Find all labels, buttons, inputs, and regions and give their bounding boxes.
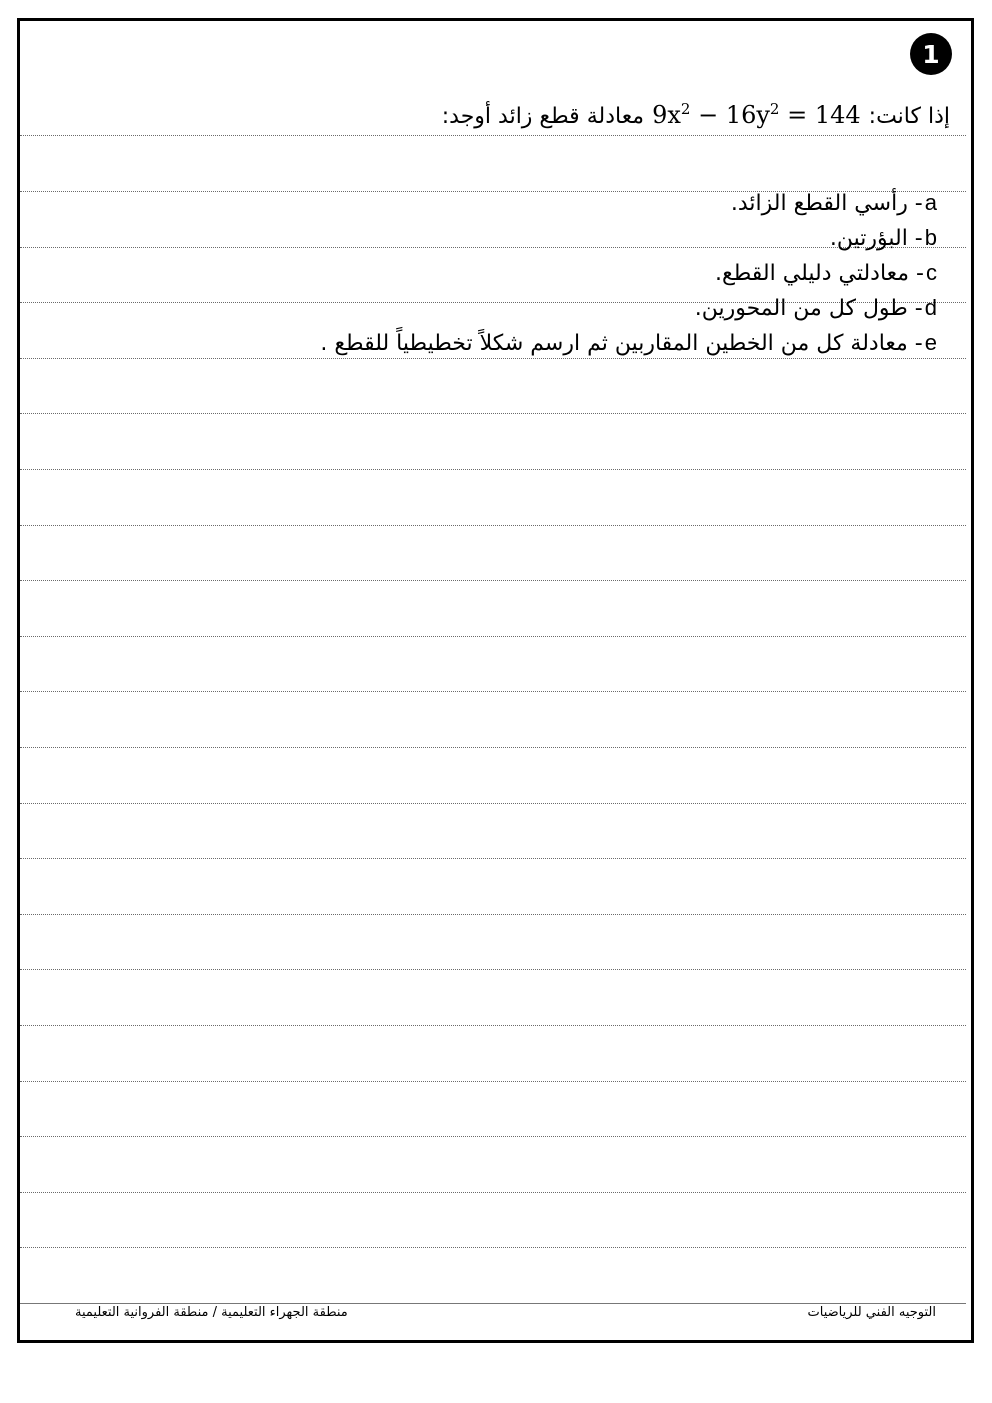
ruled-line xyxy=(20,969,966,970)
ruled-line xyxy=(20,413,966,414)
eq-op: − 16y xyxy=(690,101,770,129)
ruled-line xyxy=(20,691,966,692)
eq-rhs: = 144 xyxy=(779,101,861,129)
ruled-line xyxy=(20,135,966,136)
part-d xyxy=(320,291,937,326)
part-c xyxy=(320,256,937,291)
part-b xyxy=(320,221,937,256)
ruled-line xyxy=(20,1192,966,1193)
hyperbola-equation xyxy=(652,100,861,129)
ruled-line xyxy=(20,858,966,859)
ruled-line xyxy=(20,636,966,637)
eq-exp-a: 2 xyxy=(680,100,691,118)
part-a xyxy=(320,186,937,221)
ruled-line xyxy=(20,914,966,915)
question-prefix: إذا كانت: xyxy=(868,104,950,129)
part-e xyxy=(320,326,937,361)
part-letter: c xyxy=(926,260,937,285)
part-letter: b xyxy=(924,225,937,250)
part-letter: e xyxy=(924,330,937,355)
question-parts xyxy=(320,186,937,361)
ruled-line xyxy=(20,1136,966,1137)
question-statement xyxy=(442,100,950,129)
ruled-line xyxy=(20,580,966,581)
question-suffix: معادلة قطع زائد أوجد: xyxy=(441,104,645,129)
ruled-line xyxy=(20,1025,966,1026)
footer-districts: منطقة الجهراء التعليمية / منطقة الفروانية التعليمية xyxy=(75,1305,348,1320)
eq-exp-b: 2 xyxy=(769,100,780,118)
part-text: - معادلة كل من الخطين المقاربين ثم ارسم شكلاً تخطيطياً للقطع . xyxy=(320,331,923,356)
ruled-line xyxy=(20,1247,966,1248)
eq-term-a: 9x xyxy=(652,101,681,129)
part-text: - معادلتي دليلي القطع. xyxy=(715,261,924,286)
part-letter: d xyxy=(924,295,937,320)
ruled-line xyxy=(20,803,966,804)
question-number-badge xyxy=(910,33,952,75)
part-text: - رأسي القطع الزائد. xyxy=(730,191,923,216)
part-text: - طول كل من المحورين. xyxy=(694,296,923,321)
ruled-line xyxy=(20,525,966,526)
ruled-line xyxy=(20,1081,966,1082)
ruled-line xyxy=(20,469,966,470)
part-text: - البؤرتين. xyxy=(829,226,923,251)
ruled-line xyxy=(20,747,966,748)
footer-divider xyxy=(20,1303,966,1304)
part-letter: a xyxy=(924,190,937,215)
question-number: 1 xyxy=(922,39,940,69)
footer-department: التوجيه الفني للرياضيات xyxy=(807,1305,936,1320)
